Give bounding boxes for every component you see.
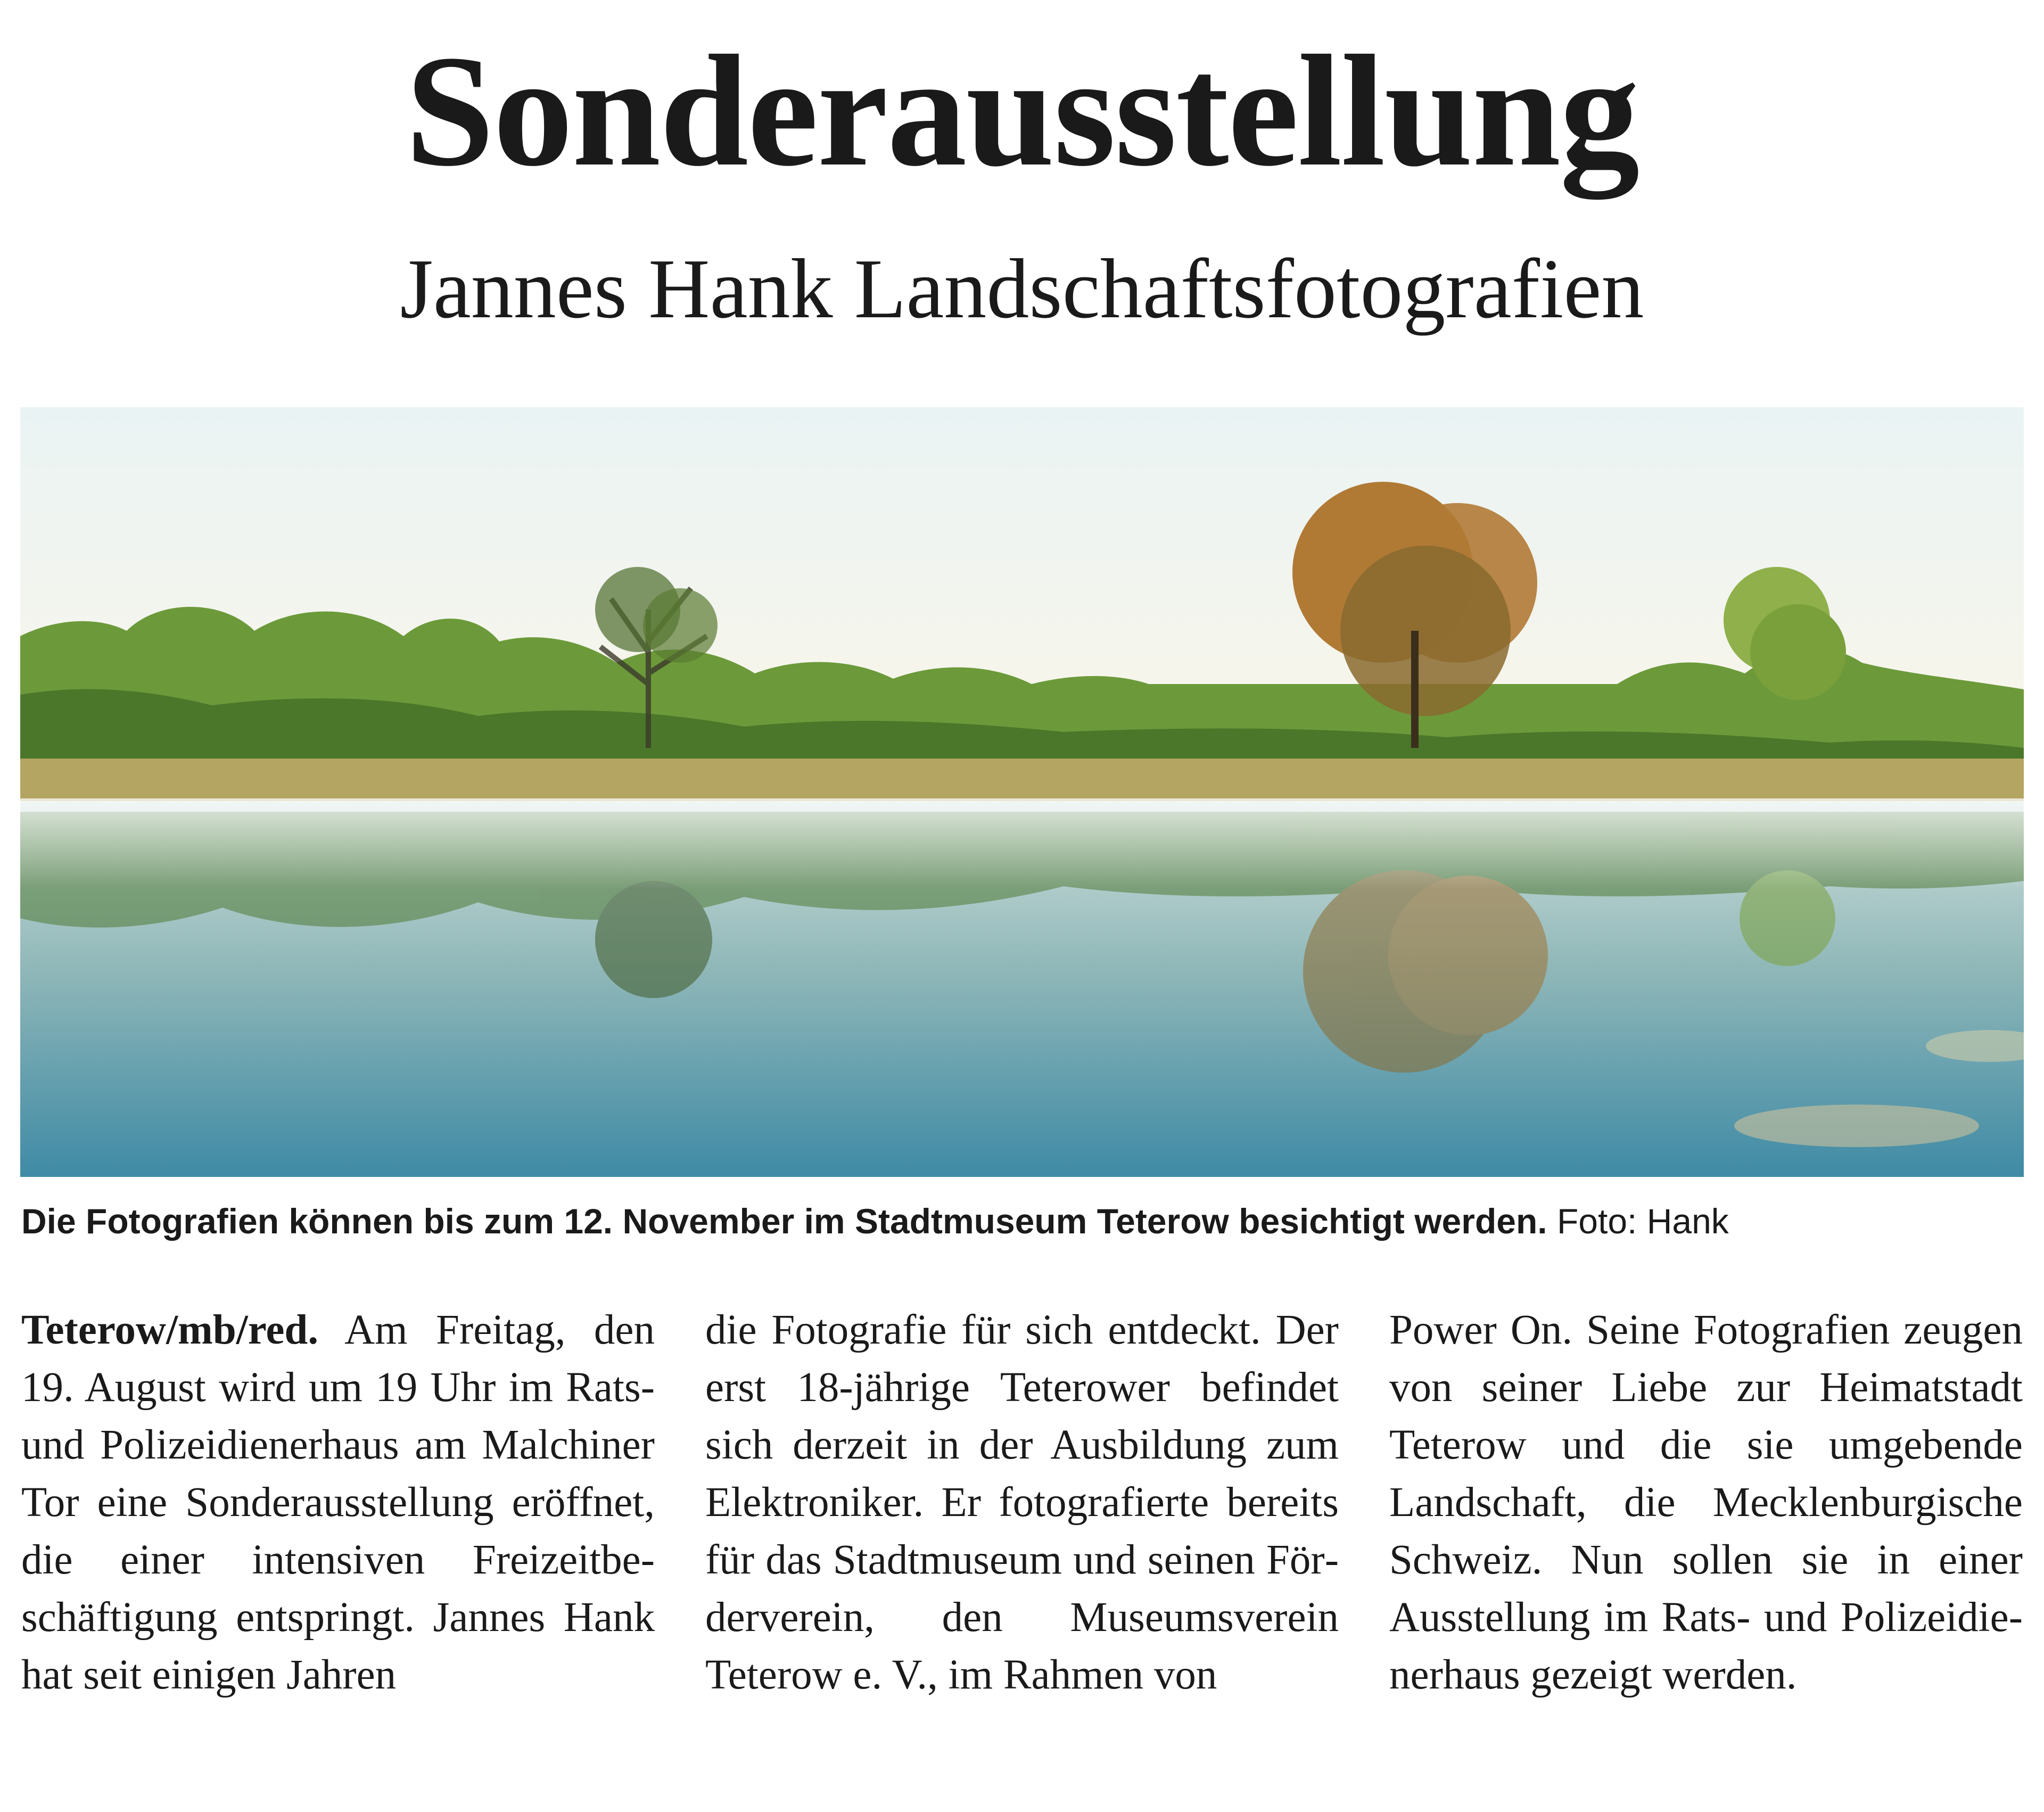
body-column-2: die Fotografie für sich entdeckt. Der erst 18-jährige Teterower befindet sich derzeit in der Ausbildung zum Elektroniker. Er fotografierte bereits für das Stadtmuseum und seinen Förderverein, den Museumsverein Teterow e. V., im Rahmen von — [705, 1307, 1339, 1698]
body-column-1-text: Am Freitag, den 19. August wird um 19 Uhr im Rats- und Polizeidienerhaus am Malchiner Tor eine Sonderausstellung eröffnet, die einer intensiven Freizeitbeschäftigung entspringt. Jannes Hank hat seit einigen Jahren — [21, 1307, 655, 1698]
caption-text: Die Fotografien können bis zum 12. November im Stadtmuseum Teterow besichtigt werden. — [21, 1201, 1547, 1241]
article-body — [21, 1302, 2023, 1791]
body-column-1 — [21, 1302, 655, 1791]
headline: Sonderausstellung — [405, 22, 1639, 199]
photo-credit: Foto: Hank — [1556, 1201, 1729, 1241]
dateline: Teterow/mb/red. — [21, 1307, 319, 1353]
body-column-3: Power On. Seine Fotografien zeugen von seiner Liebe zur Heimatstadt Teterow und die sie umgebende Landschaft, die Mecklenburgische Schweiz. Nun sollen sie in einer Ausstellung im Rats- und Polizeidienerhaus gezeigt werden. — [1389, 1307, 2023, 1698]
landscape-photo-lake-reflection-icon — [20, 407, 2024, 1177]
subheadline: Jannes Hank Landschaftsfotografien — [400, 241, 1644, 336]
photo-caption — [21, 1200, 2023, 1242]
landscape-photo — [20, 407, 2024, 1177]
